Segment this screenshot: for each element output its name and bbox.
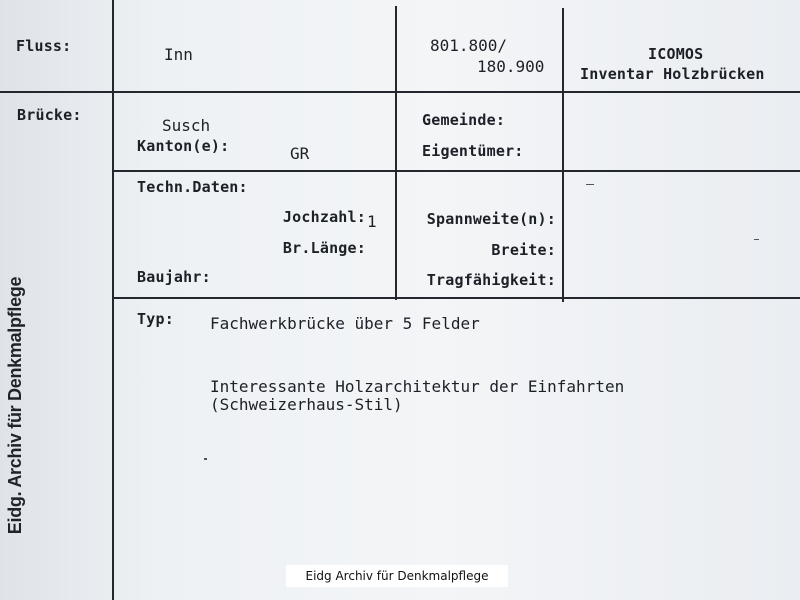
eigentuemer-label: Eigentümer: <box>422 142 524 160</box>
jochzahl-label: Jochzahl: <box>282 208 366 226</box>
note-line-2: (Schweizerhaus-Stil) <box>210 395 403 414</box>
fluss-label: Fluss: <box>16 37 72 55</box>
third-divider-line <box>112 297 800 299</box>
scan-speck <box>754 239 759 240</box>
gemeinde-label: Gemeinde: <box>422 111 506 129</box>
bruecke-label: Brücke: <box>17 106 82 124</box>
spannweite-label: Spannweite(n): <box>426 210 556 228</box>
archive-caption-text: Eidg Archiv für Denkmalpflege <box>305 569 489 583</box>
breite-label: Breite: <box>491 241 556 259</box>
coordinate-line-1: 801.800/ <box>430 36 508 55</box>
scan-speck <box>204 458 207 460</box>
techn-daten-label: Techn.Daten: <box>137 178 248 196</box>
note-line-1: Interessante Holzarchitektur der Einfahrten <box>210 377 625 396</box>
tragfaehigkeit-label: Tragfähigkeit: <box>426 271 556 289</box>
left-border-line <box>112 0 114 600</box>
coordinate-line-2: 180.900 <box>477 57 545 76</box>
fluss-value: Inn <box>164 45 193 64</box>
bruecke-value: Susch <box>162 116 211 135</box>
typ-value: Fachwerkbrücke über 5 Felder <box>210 314 480 333</box>
laenge-label: Br.Länge: <box>282 239 366 257</box>
top-divider-line <box>0 91 800 93</box>
right-divider-line <box>562 8 564 302</box>
scan-speck <box>586 184 594 185</box>
archive-caption <box>286 565 508 587</box>
middle-divider-line <box>395 6 397 300</box>
typ-label: Typ: <box>137 310 174 328</box>
second-divider-line <box>112 170 800 172</box>
jochzahl-value: 1 <box>367 212 377 231</box>
side-stamp <box>2 270 30 540</box>
inventory-subtitle: Inventar Holzbrücken <box>580 65 765 83</box>
baujahr-label: Baujahr: <box>137 268 211 286</box>
kanton-label: Kanton(e): <box>137 137 230 155</box>
kanton-value: GR <box>290 144 310 163</box>
side-stamp-text: Eidg. Archiv für Denkmalpflege <box>5 276 26 534</box>
inventory-title: ICOMOS <box>648 45 704 63</box>
